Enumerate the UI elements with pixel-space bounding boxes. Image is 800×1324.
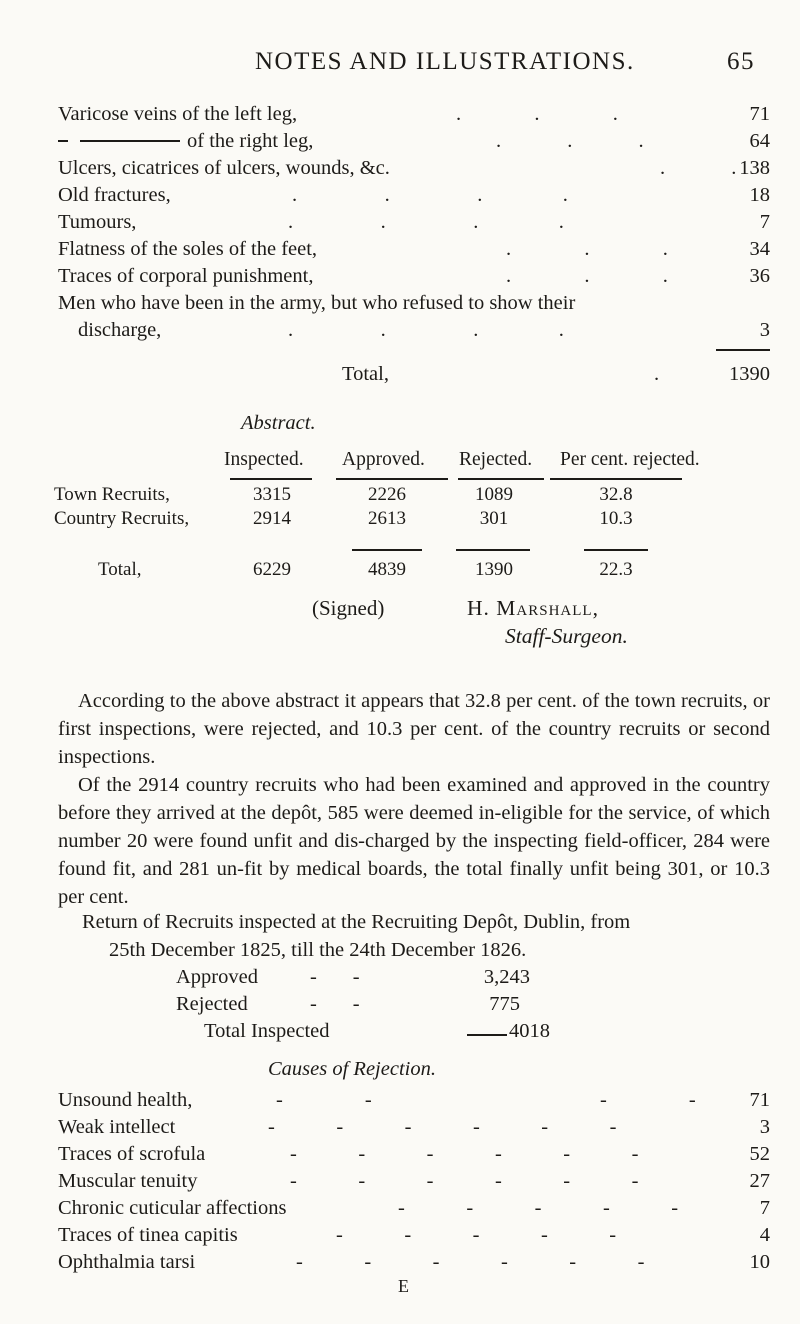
list-item: Old fractures, . . . . 18 (58, 184, 770, 206)
table-cell: 301 (479, 508, 509, 529)
list-item-value: 3,243 (483, 966, 530, 988)
column-header-inspected: Inspected. (224, 449, 304, 470)
list-item: Chronic cuticular affections - - - - - 7 (58, 1197, 770, 1219)
table-cell: 2914 (253, 508, 291, 529)
table-row-label: Country Recruits, (54, 508, 190, 529)
list-item-label: Total Inspected (204, 1020, 330, 1042)
page-number: 65 (727, 48, 755, 75)
signatory-name: H. Marshall, (467, 596, 599, 620)
list-item: Varicose veins of the left leg, . . . 71 (58, 103, 770, 125)
table-row-label: Town Recruits, (54, 484, 170, 505)
table-cell: 6229 (253, 559, 291, 580)
column-header-percent: Per cent. rejected. (560, 449, 700, 470)
paragraph: According to the above abstract it appears that 32.8 per cent. of the town recruits, or first inspections, were rejected, and 10.3 per cent. of the country recruits or second inspections. (58, 690, 770, 768)
list-item: of the right leg, . . . 64 (58, 127, 770, 155)
table-cell: 2226 (368, 484, 406, 505)
return-heading-line1: Return of Recruits inspected at the Recruiting Depôt, Dublin, from (82, 911, 631, 933)
list-item: Traces of corporal punishment, . . . 36 (58, 265, 770, 287)
table-cell: 10.3 (599, 508, 633, 529)
signatory-title: Staff-Surgeon. (505, 624, 628, 648)
sum-rule (716, 349, 770, 351)
paragraph: Of the 2914 country recruits who had been examined and approved in the country before they arrived at the depôt, 585 were deemed in-eligible for the service, of which number 20 were found unfit and dis-charged by the inspecting field-officer, 284 were found fit, and 281 un-fit by medical boards, the total finally unfit being 301, or 10.3 per cent. (58, 774, 770, 908)
body-paragraphs (58, 687, 770, 911)
running-header-title: NOTES AND ILLUSTRATIONS. (255, 48, 635, 75)
list-item-label: Approved (176, 966, 258, 988)
list-item: Ulcers, cicatrices of ulcers, wounds, &c. . . 138 (58, 157, 770, 179)
causes-title: Causes of Rejection. (268, 1058, 436, 1080)
table-cell: 3315 (253, 484, 291, 505)
list-item: discharge, . . . . 3 (78, 319, 770, 341)
list-item: Traces of tinea capitis - - - - - 4 (58, 1224, 770, 1246)
column-header-approved: Approved. (342, 449, 425, 470)
list-item: Tumours, . . . . 7 (58, 211, 770, 233)
table-cell: 4839 (368, 559, 406, 580)
signed-label: (Signed) (312, 596, 385, 620)
list-item: Weak intellect - - - - - - 3 (58, 1116, 770, 1138)
table-total-label: Total, (98, 559, 142, 580)
table-cell: 32.8 (599, 484, 633, 505)
list-item: Muscular tenuity - - - - - - 27 (58, 1170, 770, 1192)
list-item-value: 4018 (509, 1020, 550, 1042)
abstract-title: Abstract. (241, 412, 316, 434)
list-item: Traces of scrofula - - - - - - 52 (58, 1143, 770, 1165)
return-heading-line2: 25th December 1825, till the 24th December 1826. (109, 939, 527, 961)
list-item: Ophthalmia tarsi - - - - - - 10 (58, 1251, 770, 1273)
column-header-rejected: Rejected. (459, 449, 533, 470)
total-line: Total, . 1390 (342, 363, 770, 385)
table-cell: 22.3 (599, 559, 633, 580)
list-item: Flatness of the soles of the feet, . . . 34 (58, 238, 770, 260)
list-item: Men who have been in the army, but who refused to show their (58, 292, 576, 314)
table-cell: 1390 (475, 559, 513, 580)
table-cell: 1089 (475, 484, 513, 505)
list-item-value: 775 (489, 993, 520, 1015)
signature-mark: E (398, 1276, 409, 1296)
list-item: Unsound health, - - - - 71 (58, 1089, 770, 1111)
list-item-label: Rejected (176, 993, 248, 1015)
table-cell: 2613 (368, 508, 406, 529)
